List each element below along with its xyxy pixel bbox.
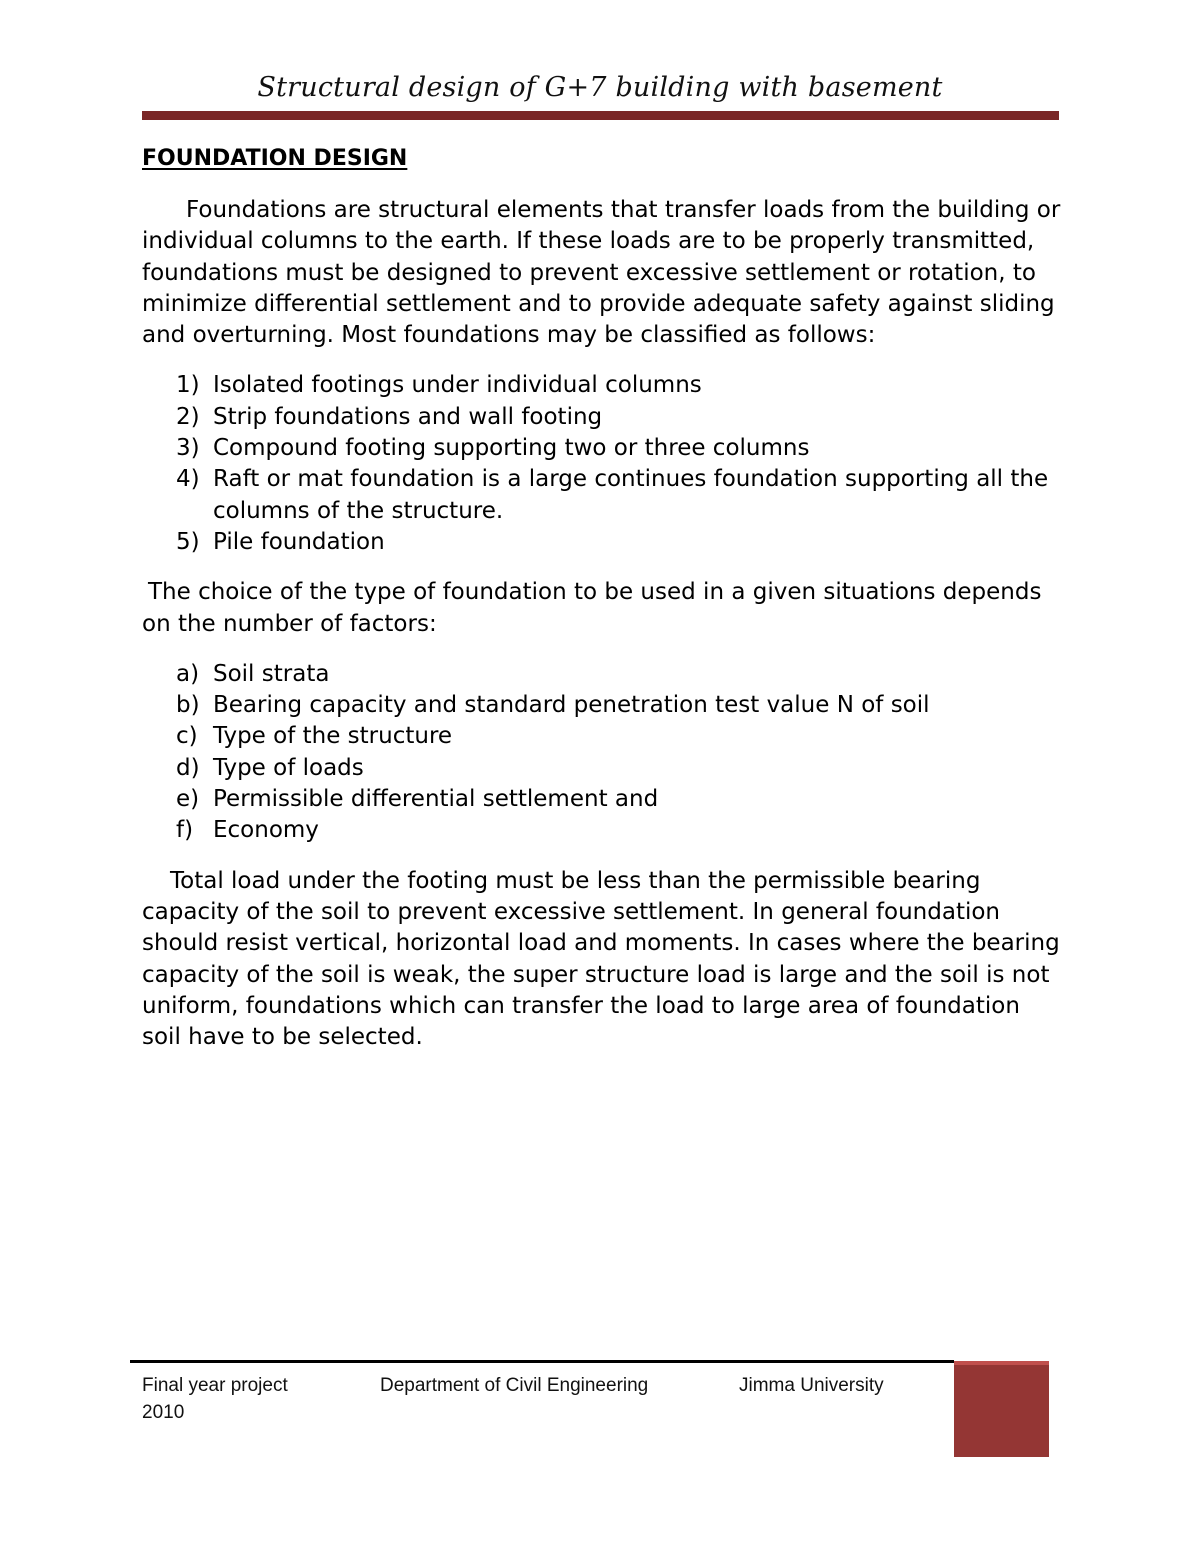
foundation-types-list <box>142 370 1062 558</box>
footer-year: 2010 <box>142 1402 185 1423</box>
list-marker: 3) <box>176 435 200 462</box>
footer-color-block <box>954 1361 1049 1457</box>
list-item <box>142 690 1062 721</box>
list-item <box>142 433 1062 464</box>
list-item-text: Type of loads <box>213 754 364 781</box>
list-marker: f) <box>176 817 194 844</box>
footer-department: Department of Civil Engineering <box>380 1375 649 1396</box>
list-item-text: Economy <box>213 817 319 844</box>
factors-list <box>142 659 1062 847</box>
list-marker: a) <box>176 660 200 687</box>
list-marker: e) <box>176 786 200 813</box>
list-item <box>142 370 1062 401</box>
list-item <box>142 527 1062 558</box>
list-marker: 5) <box>176 528 200 555</box>
intro-paragraph: Foundations are structural elements that transfer loads from the building or individual columns to the earth. If these loads are to be properly transmitted, foundations must be designed to prevent excessive settlement or rotation, to minimize differential settlement and to provide adequate safety against sliding and overturning. Most foundations may be classified as follows: <box>142 197 1061 349</box>
list-item-text: Isolated footings under individual columns <box>213 372 702 399</box>
header-rule <box>142 111 1059 120</box>
list-marker: b) <box>176 692 200 719</box>
list-item <box>142 721 1062 752</box>
list-item <box>142 784 1062 815</box>
list-item-text: Strip foundations and wall footing <box>213 403 603 430</box>
list-marker: c) <box>176 723 198 750</box>
footer-rule <box>130 1360 954 1363</box>
list-item-text: Raft or mat foundation is a large continues foundation supporting all the columns of the structure. <box>213 466 1049 524</box>
list-item <box>142 753 1062 784</box>
list-item-text: Bearing capacity and standard penetration test value N of soil <box>213 692 930 719</box>
list-item-text: Pile foundation <box>213 528 385 555</box>
list-marker: 2) <box>176 403 200 430</box>
list-item-text: Permissible differential settlement and <box>213 786 659 813</box>
section-heading: FOUNDATION DESIGN <box>142 146 408 171</box>
conclusion-paragraph: Total load under the footing must be less than the permissible bearing capacity of the soil to prevent excessive settlement. In general foundation should resist vertical, horizontal load and moments. In cases where the bearing capacity of the soil is weak, the super structure load is large and the soil is not uniform, foundations which can transfer the load to large area of foundation soil have to be selected. <box>142 867 1060 1051</box>
list-marker: 1) <box>176 372 200 399</box>
list-item-text: Soil strata <box>213 660 330 687</box>
choice-paragraph: The choice of the type of foundation to be used in a given situations depends on the number of factors: <box>142 579 1042 637</box>
list-item <box>142 464 1062 527</box>
list-item <box>142 815 1062 846</box>
list-marker: 4) <box>176 466 200 493</box>
footer-project-label: Final year project <box>142 1375 288 1396</box>
list-item <box>142 659 1062 690</box>
list-item <box>142 402 1062 433</box>
footer-left <box>142 1372 288 1426</box>
page-content <box>142 144 1062 1072</box>
list-item-text: Compound footing supporting two or three columns <box>213 435 810 462</box>
list-item-text: Type of the structure <box>213 723 453 750</box>
list-marker: d) <box>176 754 200 781</box>
page-header-title: Structural design of G+7 building with basement <box>257 72 943 103</box>
footer-university: Jimma University <box>739 1375 884 1396</box>
